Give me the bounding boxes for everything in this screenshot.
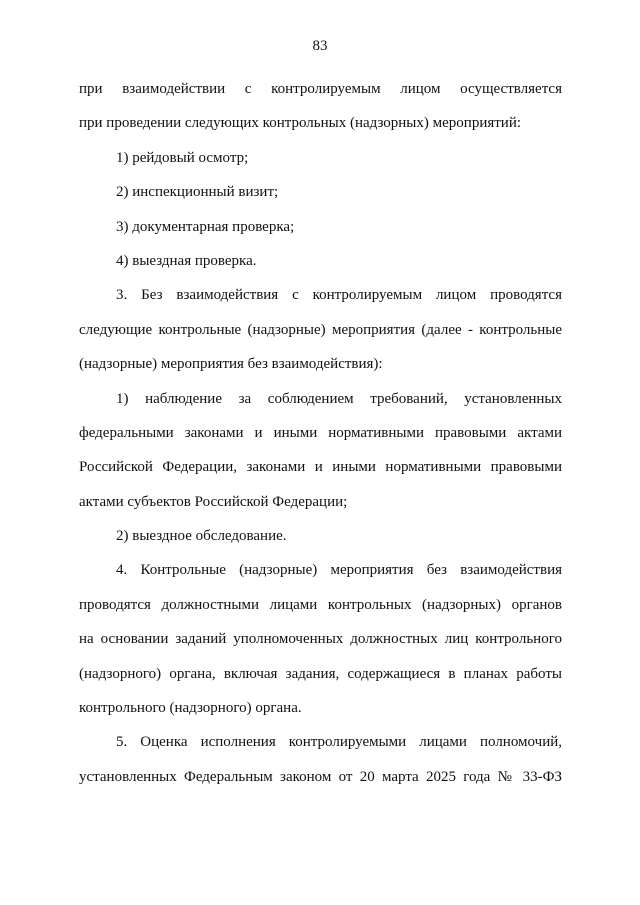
list-item: 1) наблюдение за соблюдением требований, установленных bbox=[116, 390, 562, 407]
text-line: контрольного (надзорного) органа. bbox=[79, 700, 302, 717]
text-line: (надзорные) мероприятия без взаимодействия): bbox=[79, 356, 383, 373]
text-line: следующие контрольные (надзорные) мероприятия (далее - контрольные bbox=[79, 321, 562, 338]
paragraph-start: 4. Контрольные (надзорные) мероприятия без взаимодействия bbox=[116, 562, 562, 579]
list-item: 3) документарная проверка; bbox=[116, 218, 295, 235]
text-line: актами субъектов Российской Федерации; bbox=[79, 493, 348, 510]
list-item: 1) рейдовый осмотр; bbox=[116, 149, 249, 166]
page-number: 83 bbox=[312, 38, 328, 54]
text-line: при проведении следующих контрольных (надзорных) мероприятий: bbox=[79, 115, 522, 132]
list-item: 2) выездное обследование. bbox=[116, 528, 287, 545]
text-line: при взаимодействии с контролируемым лицом осуществляется bbox=[79, 81, 562, 97]
body-text bbox=[79, 72, 562, 794]
list-item: 2) инспекционный визит; bbox=[116, 184, 279, 201]
text-line: установленных Федеральным законом от 20 марта 2025 года № 33-ФЗ bbox=[79, 768, 562, 785]
list-item: 4) выездная проверка. bbox=[116, 252, 257, 269]
text-line: на основании заданий уполномоченных должностных лиц контрольного bbox=[79, 631, 562, 648]
paragraph-start: 5. Оценка исполнения контролируемыми лицами полномочий, bbox=[116, 734, 562, 751]
paragraph-start: 3. Без взаимодействия с контролируемым лицом проводятся bbox=[116, 287, 562, 304]
text-line: федеральными законами и иными нормативными правовыми актами bbox=[79, 424, 562, 441]
text-line: (надзорного) органа, включая задания, содержащиеся в планах работы bbox=[79, 665, 562, 682]
text-line: проводятся должностными лицами контрольных (надзорных) органов bbox=[79, 596, 562, 613]
text-line: Российской Федерации, законами и иными нормативными правовыми bbox=[79, 459, 562, 476]
